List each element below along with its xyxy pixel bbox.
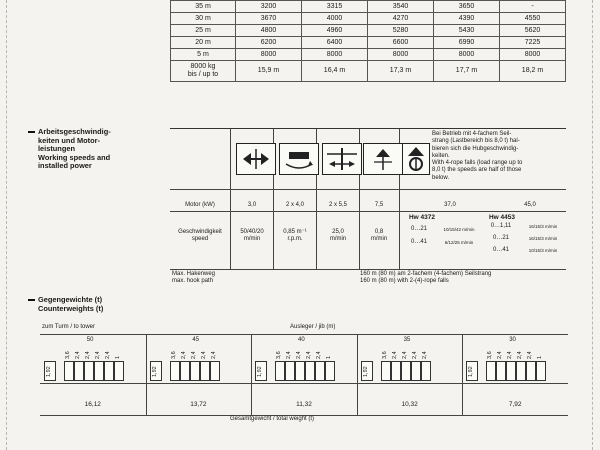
slab-weight: 2,4 — [180, 351, 187, 359]
row-line — [40, 383, 568, 384]
counterweight-slab — [305, 361, 315, 381]
hook-path-label: Max. Hakenweg — [172, 271, 216, 277]
value-cell: 3670 — [236, 13, 302, 25]
speed-label: speed — [191, 236, 209, 242]
row-line — [170, 211, 566, 212]
value-cell: 4390 — [434, 13, 500, 25]
total-weight-label: Gesamtgewicht / total weight (t) — [230, 416, 315, 422]
travel-icon — [236, 143, 276, 175]
slab-weight: 1 — [115, 355, 121, 359]
value-cell: 6990 — [434, 37, 500, 49]
slab-weight: 2,4 — [85, 351, 91, 359]
counterweight-slab — [381, 361, 391, 381]
col-line — [230, 129, 231, 269]
motor-value: 45,0 — [524, 202, 536, 208]
table-row — [171, 61, 566, 82]
trolley-icon — [322, 143, 362, 175]
jib-length: 35 — [403, 337, 411, 343]
tower-label: zum Turm / to tower — [42, 324, 96, 330]
total-weight: 16,12 — [84, 401, 101, 408]
counterweight-slab — [536, 361, 546, 381]
counterweight-slab — [170, 361, 180, 381]
value-cell: 6600 — [368, 37, 434, 49]
value-cell: 17,7 m — [434, 61, 500, 82]
slab-weight: 2,4 — [105, 351, 111, 359]
hw4453-detail: 10/15/3 m/min — [528, 248, 558, 253]
hw4372-detail: 6/12/25 m/min — [444, 240, 474, 245]
title-line: Counterweights (t) — [38, 303, 104, 313]
counterweight-slab — [526, 361, 536, 381]
speeds-table — [170, 128, 566, 289]
slab-weight: 2,4 — [507, 351, 514, 359]
table-row — [171, 25, 566, 37]
value-cell: 4270 — [368, 13, 434, 25]
counterweight-slab — [315, 361, 325, 381]
counterweights-grid — [40, 334, 568, 416]
counterweight-slab — [275, 361, 285, 381]
label-line: 8000 kg — [190, 63, 216, 70]
total-weight: 13,72 — [190, 401, 207, 408]
hw4372-detail: 10/15/42 m/min — [443, 227, 475, 232]
counterweight-slab — [114, 361, 124, 381]
block-weight: 1,92 — [257, 366, 264, 377]
group-divider — [251, 335, 252, 415]
slab-weight: 3,6 — [170, 351, 177, 359]
slab-weight: 2,4 — [316, 351, 323, 359]
slab-weight: 2,4 — [75, 351, 81, 359]
slab-weight: 1 — [537, 355, 544, 359]
hoist-note — [402, 131, 564, 182]
table-row — [171, 1, 566, 13]
table-row — [171, 49, 566, 61]
value-cell: 8000 — [302, 49, 368, 61]
value-cell: 15,9 m — [236, 61, 302, 82]
counterweight-slab — [516, 361, 526, 381]
hook-path-value: 160 m (80 m) am 2-fachem (4-fachem) Seilstrang — [360, 271, 492, 277]
value-cell: 17,3 m — [368, 61, 434, 82]
table-row — [171, 13, 566, 25]
value-cell: 8000 — [368, 49, 434, 61]
value-cell: 8000 — [500, 49, 566, 61]
value-cell: 4960 — [302, 25, 368, 37]
value-cell: 3540 — [368, 1, 434, 13]
counterweight-slab — [325, 361, 335, 381]
speed-unit: r.p.m. — [287, 236, 303, 242]
slab-weight: 2,4 — [497, 351, 504, 359]
note-line: below. — [432, 174, 450, 181]
motor-value: 37,0 — [444, 202, 456, 208]
counterweight-slab — [295, 361, 305, 381]
note-line: keiten. — [432, 152, 450, 159]
title-line: Gegengewichte (t) — [38, 295, 103, 304]
counterweight-slab — [506, 361, 516, 381]
jib-length: 50 — [86, 337, 94, 343]
jib-length: 40 — [298, 337, 305, 343]
total-weight: 11,32 — [296, 401, 312, 408]
block-weight: 1,92 — [151, 366, 158, 377]
speed-value: 0,85 m⁻¹ — [283, 229, 307, 235]
row-label-cell — [171, 61, 236, 82]
row-label-cell: 25 m — [171, 25, 236, 37]
slab-weight: 2,4 — [286, 351, 293, 359]
value-cell: 8000 — [236, 49, 302, 61]
slab-weight: 2,4 — [210, 351, 217, 359]
value-cell: 5620 — [500, 25, 566, 37]
jib-length: 30 — [509, 337, 516, 343]
speeds-section-title — [38, 128, 111, 171]
slab-weight: 2,4 — [296, 351, 303, 359]
hook-path-value: 160 m (80 m) with 2-(4)-rope falls — [360, 278, 449, 284]
title-line: keiten und Motor- — [38, 135, 100, 145]
counterweight-slab — [84, 361, 94, 381]
jib-length: 45 — [192, 337, 200, 343]
block-weight: 1,92 — [362, 366, 369, 377]
slab-weight: 2,4 — [190, 351, 197, 359]
counterweight-slab — [421, 361, 431, 381]
counterweight-slab — [94, 361, 104, 381]
value-cell: 3650 — [434, 1, 500, 13]
counterweight-slab — [104, 361, 114, 381]
speed-unit: m/min — [243, 236, 261, 242]
group-divider — [462, 335, 463, 415]
motor-value: 3,0 — [247, 202, 257, 208]
block-weight: 1,92 — [468, 366, 475, 377]
hw4372-speed: 0…21 — [410, 226, 427, 232]
counterweight-slab — [401, 361, 411, 381]
row-line — [170, 269, 566, 270]
note-line: 8,0 t) the speeds are half of those — [432, 167, 522, 174]
value-cell: 4000 — [302, 13, 368, 25]
hw4453-speed: 0…21 — [492, 235, 509, 241]
counterweight-slab — [180, 361, 190, 381]
speed-value: 25,0 — [332, 229, 344, 235]
counterweight-slab — [64, 361, 74, 381]
note-line: Bei Betrieb mit 4-fachem Seil- — [432, 131, 512, 137]
value-cell: 8000 — [434, 49, 500, 61]
slab-weight: 2,4 — [421, 351, 428, 359]
model-hw4453: Hw 4453 — [488, 214, 516, 221]
speed-unit: m/min — [329, 236, 347, 242]
value-cell: 5280 — [368, 25, 434, 37]
motor-value: 2 x 5,5 — [328, 202, 347, 208]
hw4453-speed: 0…41 — [492, 247, 509, 253]
group-divider — [357, 335, 358, 415]
slab-weight: 3,6 — [381, 351, 388, 359]
note-line: bieren sich die Hubgeschwindig- — [432, 145, 519, 152]
load-capacity-table — [170, 0, 566, 82]
slab-weight: 2,4 — [391, 351, 398, 359]
value-cell: 3200 — [236, 1, 302, 13]
title-line: Arbeitsgeschwindig- — [38, 127, 111, 136]
value-cell: 6200 — [236, 37, 302, 49]
note-line: With 4-rope falls (load range up to — [432, 160, 523, 167]
group-divider — [146, 335, 147, 415]
slab-weight: 2,4 — [306, 351, 313, 359]
counterweight-slab — [391, 361, 401, 381]
row-label-cell: 30 m — [171, 13, 236, 25]
counterweight-slab — [190, 361, 200, 381]
total-weight: 10,32 — [401, 401, 418, 408]
slab-weight: 2,4 — [527, 351, 534, 359]
label-line: bis / up to — [187, 71, 219, 78]
value-cell: 7225 — [500, 37, 566, 49]
motor-value: 7,5 — [374, 202, 384, 208]
slab-weight: 2,4 — [517, 351, 524, 359]
slab-weight: 1 — [326, 355, 333, 359]
value-cell: 16,4 m — [302, 61, 368, 82]
motor-label: Motor (kW) — [185, 202, 215, 208]
row-line — [170, 189, 566, 190]
hook-path-label: max. hook path — [172, 278, 214, 284]
counterweight-slab — [74, 361, 84, 381]
luffing-icon — [363, 143, 403, 175]
counterweight-slab — [411, 361, 421, 381]
slab-weight: 2,4 — [95, 351, 101, 359]
counterweight-slab — [486, 361, 496, 381]
slab-weight: 2,4 — [401, 351, 408, 359]
counterweight-slab — [285, 361, 295, 381]
section-dash — [28, 131, 35, 133]
counterweights-title — [38, 296, 103, 313]
section-dash — [28, 299, 35, 301]
speed-label: Geschwindigkeit — [178, 229, 222, 235]
value-cell: 4550 — [500, 13, 566, 25]
speed-value: 0,8 — [374, 229, 384, 235]
value-cell: - — [500, 1, 566, 13]
note-line: strang (Lastbereich bis 8,0 t) hal- — [432, 138, 520, 145]
model-hw4372: Hw 4372 — [408, 214, 436, 221]
hw4453-detail: 16/15/3 m/min — [528, 224, 558, 229]
row-label-cell: 5 m — [171, 49, 236, 61]
total-weight: 7,92 — [508, 401, 522, 408]
value-cell: 5430 — [434, 25, 500, 37]
slab-weight: 3,6 — [276, 351, 283, 359]
row-label-cell: 20 m — [171, 37, 236, 49]
row-label-cell: 35 m — [171, 1, 236, 13]
slewing-icon — [279, 143, 319, 175]
title-line: leistungen — [38, 144, 75, 153]
hw4453-speed: 0…1,11 — [490, 223, 512, 229]
counterweight-slab — [200, 361, 210, 381]
value-cell: 3315 — [302, 1, 368, 13]
hw4372-speed: 0…41 — [410, 239, 427, 245]
slab-weight: 3,6 — [487, 351, 494, 359]
jib-label: Ausleger / jib (m) — [290, 324, 336, 330]
table-row — [171, 37, 566, 49]
counterweight-slab — [210, 361, 220, 381]
speed-value: 50/40/20 — [240, 229, 264, 235]
block-weight: 1,92 — [46, 366, 52, 377]
motor-value: 2 x 4,0 — [285, 202, 304, 208]
slab-weight: 2,4 — [411, 351, 418, 359]
counterweight-slab — [496, 361, 506, 381]
value-cell: 6400 — [302, 37, 368, 49]
title-line: installed power — [38, 161, 92, 170]
speed-unit: m/min — [370, 236, 388, 242]
title-line: Working speeds and — [38, 152, 111, 162]
slab-weight: 2,4 — [200, 351, 207, 359]
value-cell: 4800 — [236, 25, 302, 37]
hw4453-detail: 16/15/3 m/min — [528, 236, 558, 241]
value-cell: 18,2 m — [500, 61, 566, 82]
slab-weight: 3,6 — [65, 351, 71, 359]
